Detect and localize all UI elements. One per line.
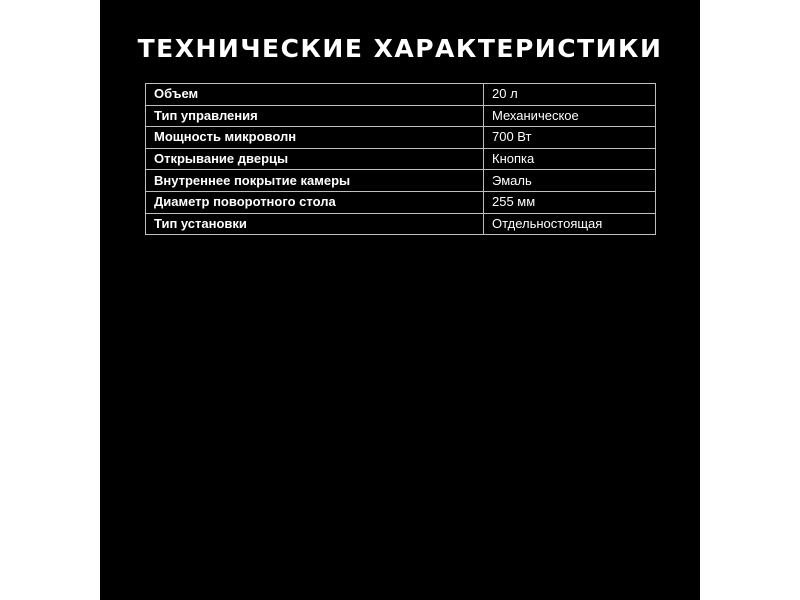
- table-row: [146, 105, 656, 127]
- table-row: [146, 84, 656, 106]
- spec-value: 700 Вт: [484, 127, 656, 149]
- spec-label: Объем: [146, 84, 484, 106]
- spec-label: Открывание дверцы: [146, 148, 484, 170]
- table-row: [146, 213, 656, 235]
- spec-value: Отдельностоящая: [484, 213, 656, 235]
- spec-value: Эмаль: [484, 170, 656, 192]
- spec-label: Тип управления: [146, 105, 484, 127]
- spec-label: Мощность микроволн: [146, 127, 484, 149]
- table-row: [146, 170, 656, 192]
- spec-label: Диаметр поворотного стола: [146, 191, 484, 213]
- spec-label: Тип установки: [146, 213, 484, 235]
- spec-sheet: [100, 0, 700, 600]
- spec-value: Механическое: [484, 105, 656, 127]
- spec-value: Кнопка: [484, 148, 656, 170]
- table-row: [146, 148, 656, 170]
- table-row: [146, 127, 656, 149]
- table-row: [146, 191, 656, 213]
- spec-value: 255 мм: [484, 191, 656, 213]
- specs-table: [145, 83, 656, 235]
- spec-value: 20 л: [484, 84, 656, 106]
- page-title: ТЕХНИЧЕСКИЕ ХАРАКТЕРИСТИКИ: [137, 34, 663, 63]
- spec-label: Внутреннее покрытие камеры: [146, 170, 484, 192]
